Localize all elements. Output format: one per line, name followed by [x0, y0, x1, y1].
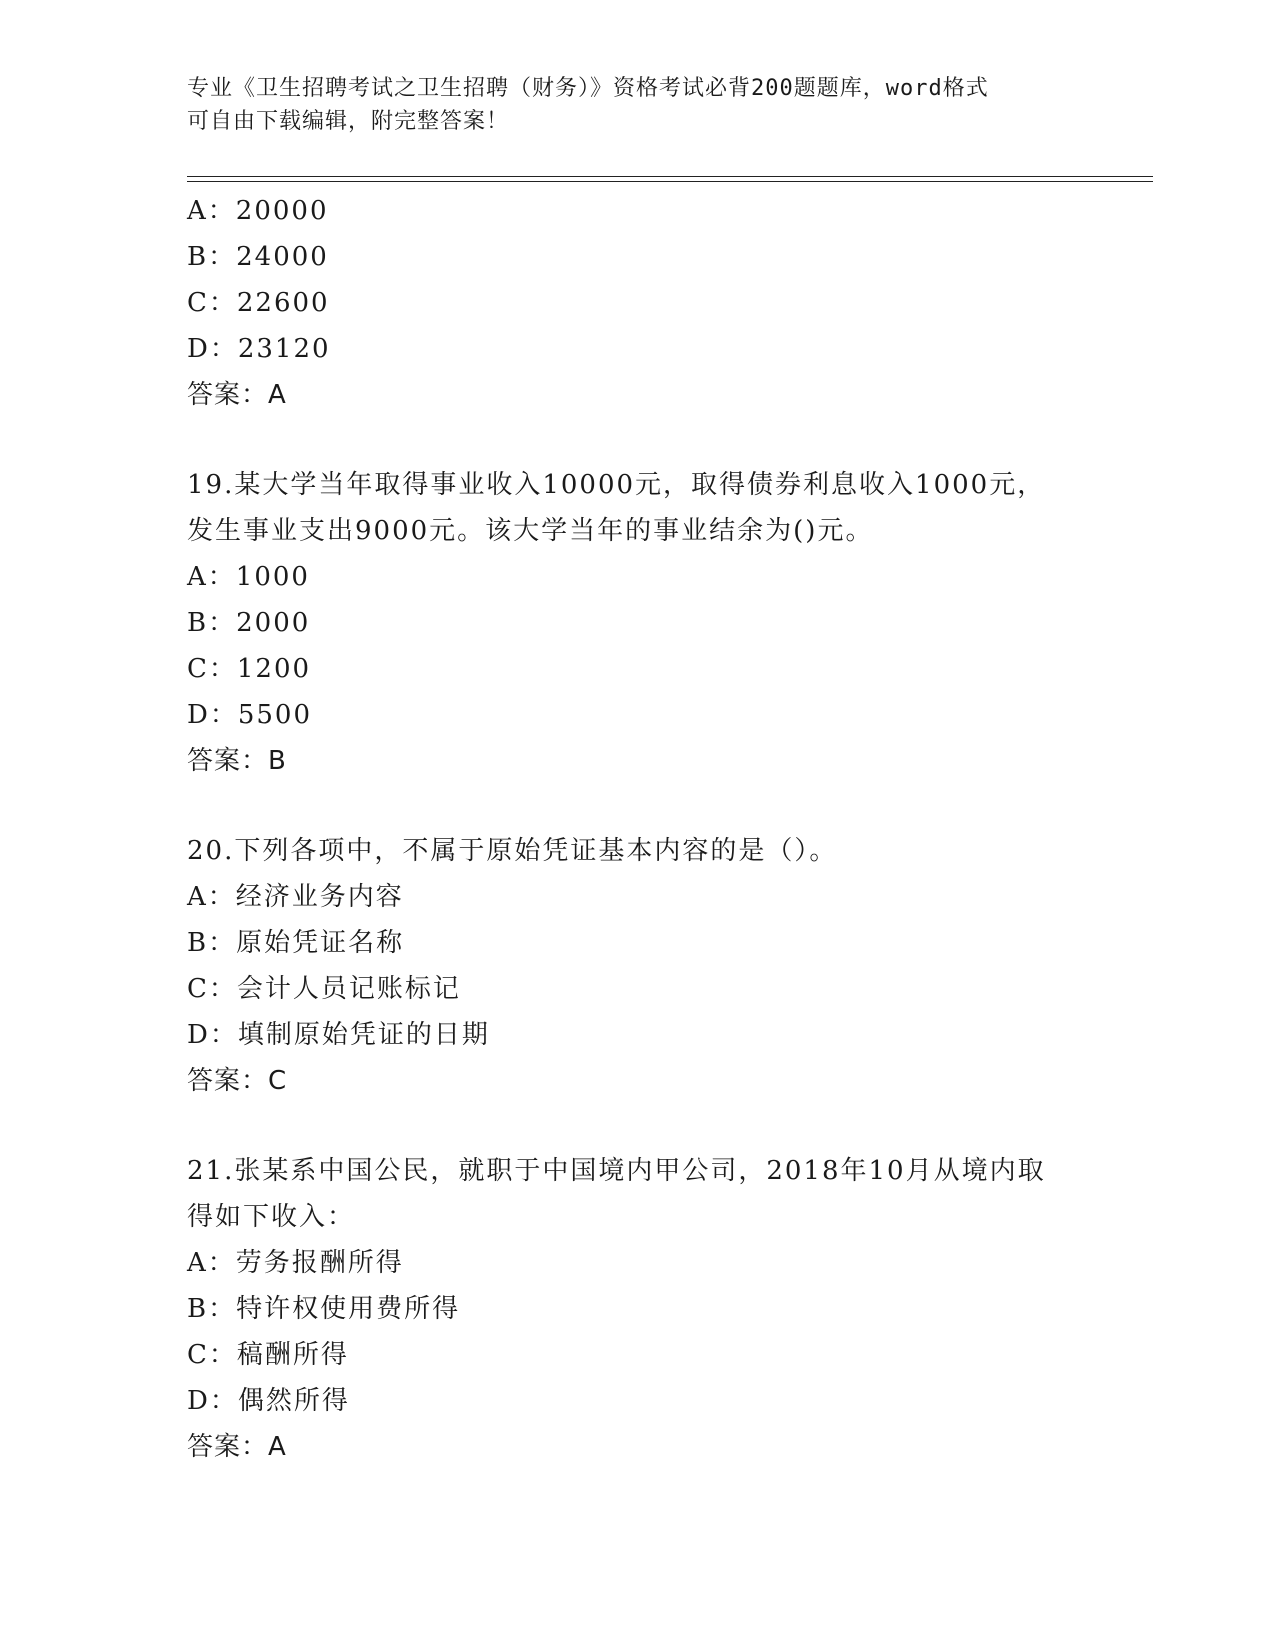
- answer: 答案：C: [187, 1066, 288, 1096]
- question-21: [187, 1148, 1087, 1470]
- answer: 答案：B: [187, 746, 287, 776]
- question-20: [187, 828, 1087, 1104]
- document-header: [187, 72, 1067, 138]
- option-c: C：22600: [187, 288, 330, 318]
- question-19: [187, 462, 1087, 784]
- option-a: A：1000: [187, 562, 310, 592]
- header-rule-bottom: [187, 181, 1153, 182]
- option-b: B：24000: [187, 242, 329, 272]
- header-line-1: 专业《卫生招聘考试之卫生招聘（财务）》资格考试必背200题题库，word格式: [187, 76, 989, 101]
- answer: 答案：A: [187, 380, 287, 410]
- option-a: A：经济业务内容: [187, 882, 404, 912]
- question-stem: 20.下列各项中，不属于原始凭证基本内容的是（）。: [187, 836, 838, 866]
- question-stem: 得如下收入：: [187, 1202, 356, 1232]
- option-b: B：特许权使用费所得: [187, 1294, 461, 1324]
- header-line-2: 可自由下载编辑，附完整答案！: [187, 109, 510, 134]
- option-a: A：20000: [187, 196, 329, 226]
- option-d: D：23120: [187, 334, 331, 364]
- spacer: [187, 418, 1087, 462]
- option-c: C：会计人员记账标记: [187, 974, 461, 1004]
- option-c: C：稿酬所得: [187, 1340, 349, 1370]
- header-rule-top: [187, 176, 1153, 177]
- question-stem: 19.某大学当年取得事业收入10000元，取得债券利息收入1000元，: [187, 470, 1046, 500]
- question-stem: 21.张某系中国公民，就职于中国境内甲公司，2018年10月从境内取: [187, 1156, 1046, 1186]
- question-stem: 发生事业支出9000元。该大学当年的事业结余为()元。: [187, 516, 874, 546]
- question-18: [187, 188, 1087, 418]
- option-d: D：5500: [187, 700, 313, 730]
- option-b: B：原始凭证名称: [187, 928, 405, 958]
- question-list: [187, 188, 1087, 1470]
- option-d: D：偶然所得: [187, 1386, 350, 1416]
- spacer: [187, 1104, 1087, 1148]
- answer: 答案：A: [187, 1432, 287, 1462]
- spacer: [187, 784, 1087, 828]
- option-b: B：2000: [187, 608, 311, 638]
- option-c: C：1200: [187, 654, 312, 684]
- option-d: D：填制原始凭证的日期: [187, 1020, 490, 1050]
- option-a: A：劳务报酬所得: [187, 1248, 404, 1278]
